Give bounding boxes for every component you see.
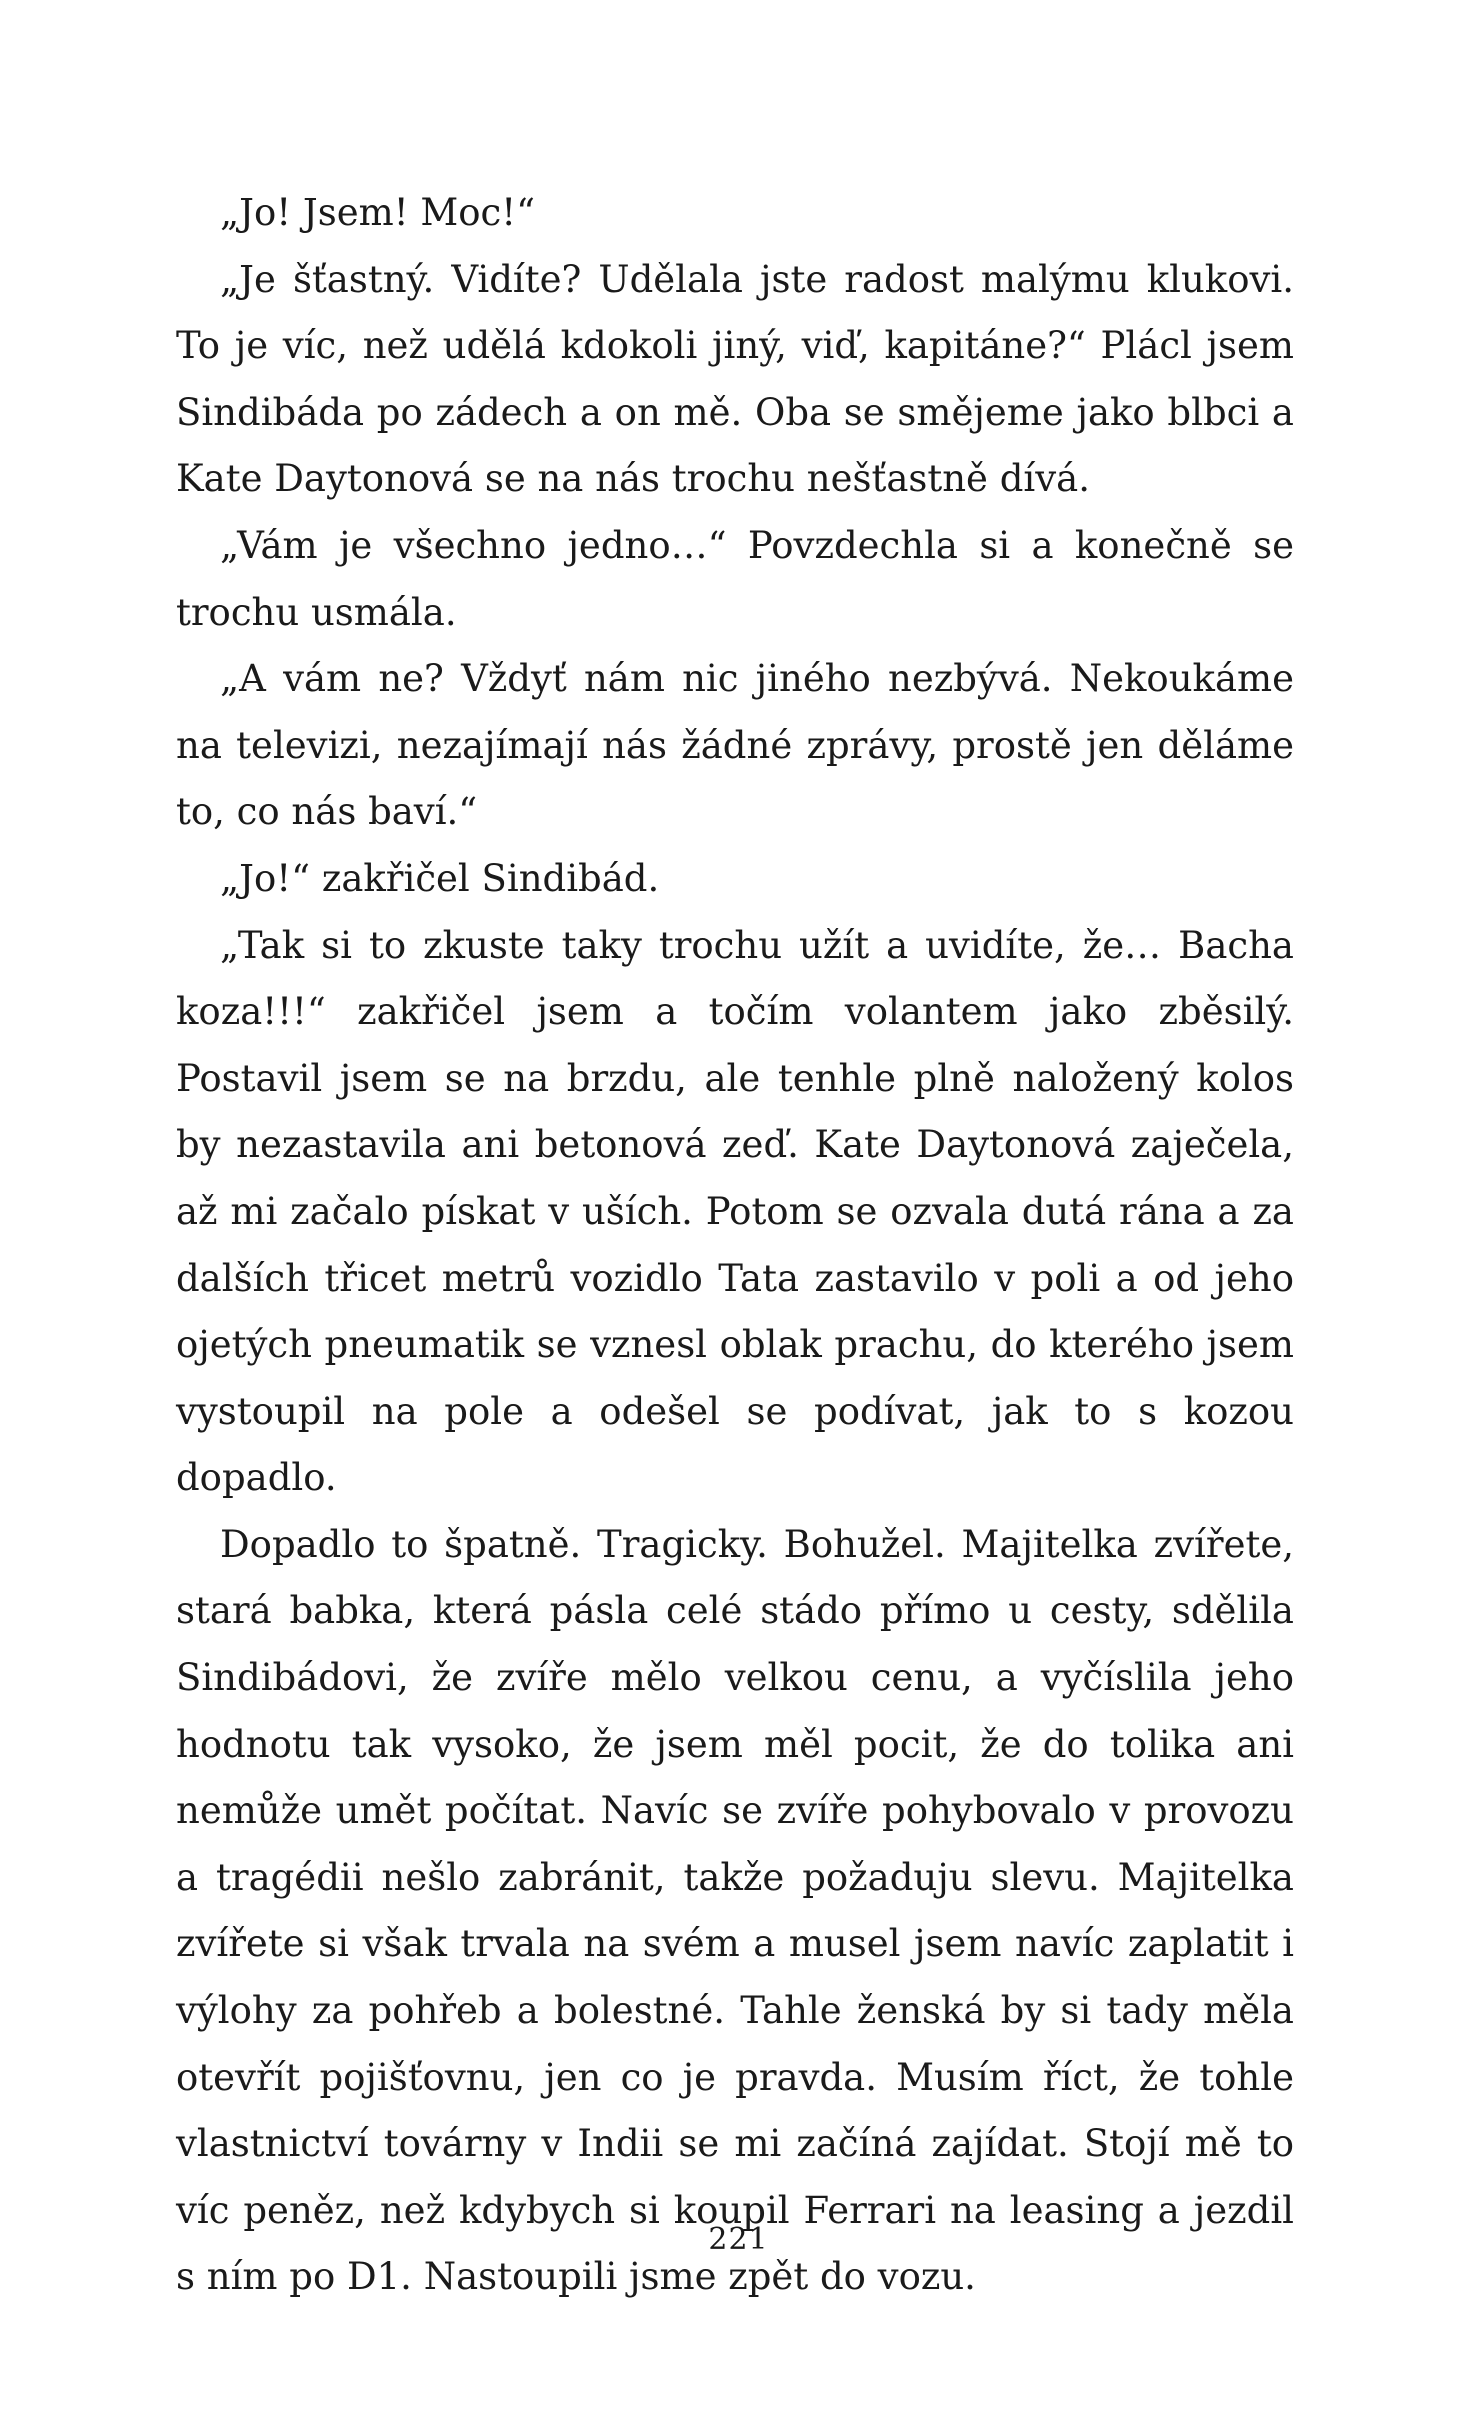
body-text [176,180,1294,2311]
paragraph-2: „Je šťastný. Vidíte? Udělala jste radost malýmu klukovi. To je víc, než udělá kdokoli jiný, viď, kapitáne?“ Plácl jsem Sindibáda po zádech a on mě. Oba se smějeme jako blbci a Kate Daytonová se na nás trochu nešťastně dívá. [176,257,1294,501]
paragraph-3: „Vám je všechno jedno…“ Povzdechla si a konečně se trochu usmála. [176,523,1294,634]
paragraph-5: „Jo!“ zakřičel Sindibád. [220,856,660,900]
paragraph-1: „Jo! Jsem! Moc!“ [220,191,536,234]
paragraph-6: „Tak si to zkuste taky trochu užít a uvidíte, že… Bacha koza!!!“ zakřičel jsem a točím volantem jako zběsilý. Postavil jsem se na brzdu, ale tenhle plně naložený kolos by nezastavila ani betonová zeď. Kate Daytonová zaječela, až mi začalo pískat v uších. Potom se ozvala dutá rána a za dalších třicet metrů vozidlo Tata zastavilo v poli a od jeho ojetých pneumatik se vznesl oblak prachu, do kterého jsem vystoupil na pole a odešel se podívat, jak to s kozou dopadlo. [176,923,1294,1500]
page-number: 221 [708,2222,769,2257]
paragraph-7: Dopadlo to špatně. Tragicky. Bohužel. Majitelka zvířete, stará babka, která pásla celé stádo přímo u cesty, sdělila Sindibádovi, že zvíře mělo velkou cenu, a vyčíslila jeho hodnotu tak vysoko, že jsem měl pocit, že do tolika ani nemůže umět počítat. Navíc se zvíře pohybovalo v provozu a tragédii nešlo zabránit, takže požaduju slevu. Majitelka zvířete si však trvala na svém a musel jsem navíc zaplatit i výlohy za pohřeb a bolestné. Tahle ženská by si tady měla otevřít pojišťovnu, jen co je pravda. Musím říct, že tohle vlastnictví továrny v Indii se mi začíná zajídat. Stojí mě to víc peněz, než kdybych si koupil Ferrari na leasing a jezdil s ním po D1. Nastoupili jsme zpět do vozu. [176,1522,1294,2299]
paragraph-4: „A vám ne? Vždyť nám nic jiného nezbývá. Nekoukáme na televizi, nezajímají nás žádné zprávy, prostě jen děláme to, co nás baví.“ [176,657,1294,834]
